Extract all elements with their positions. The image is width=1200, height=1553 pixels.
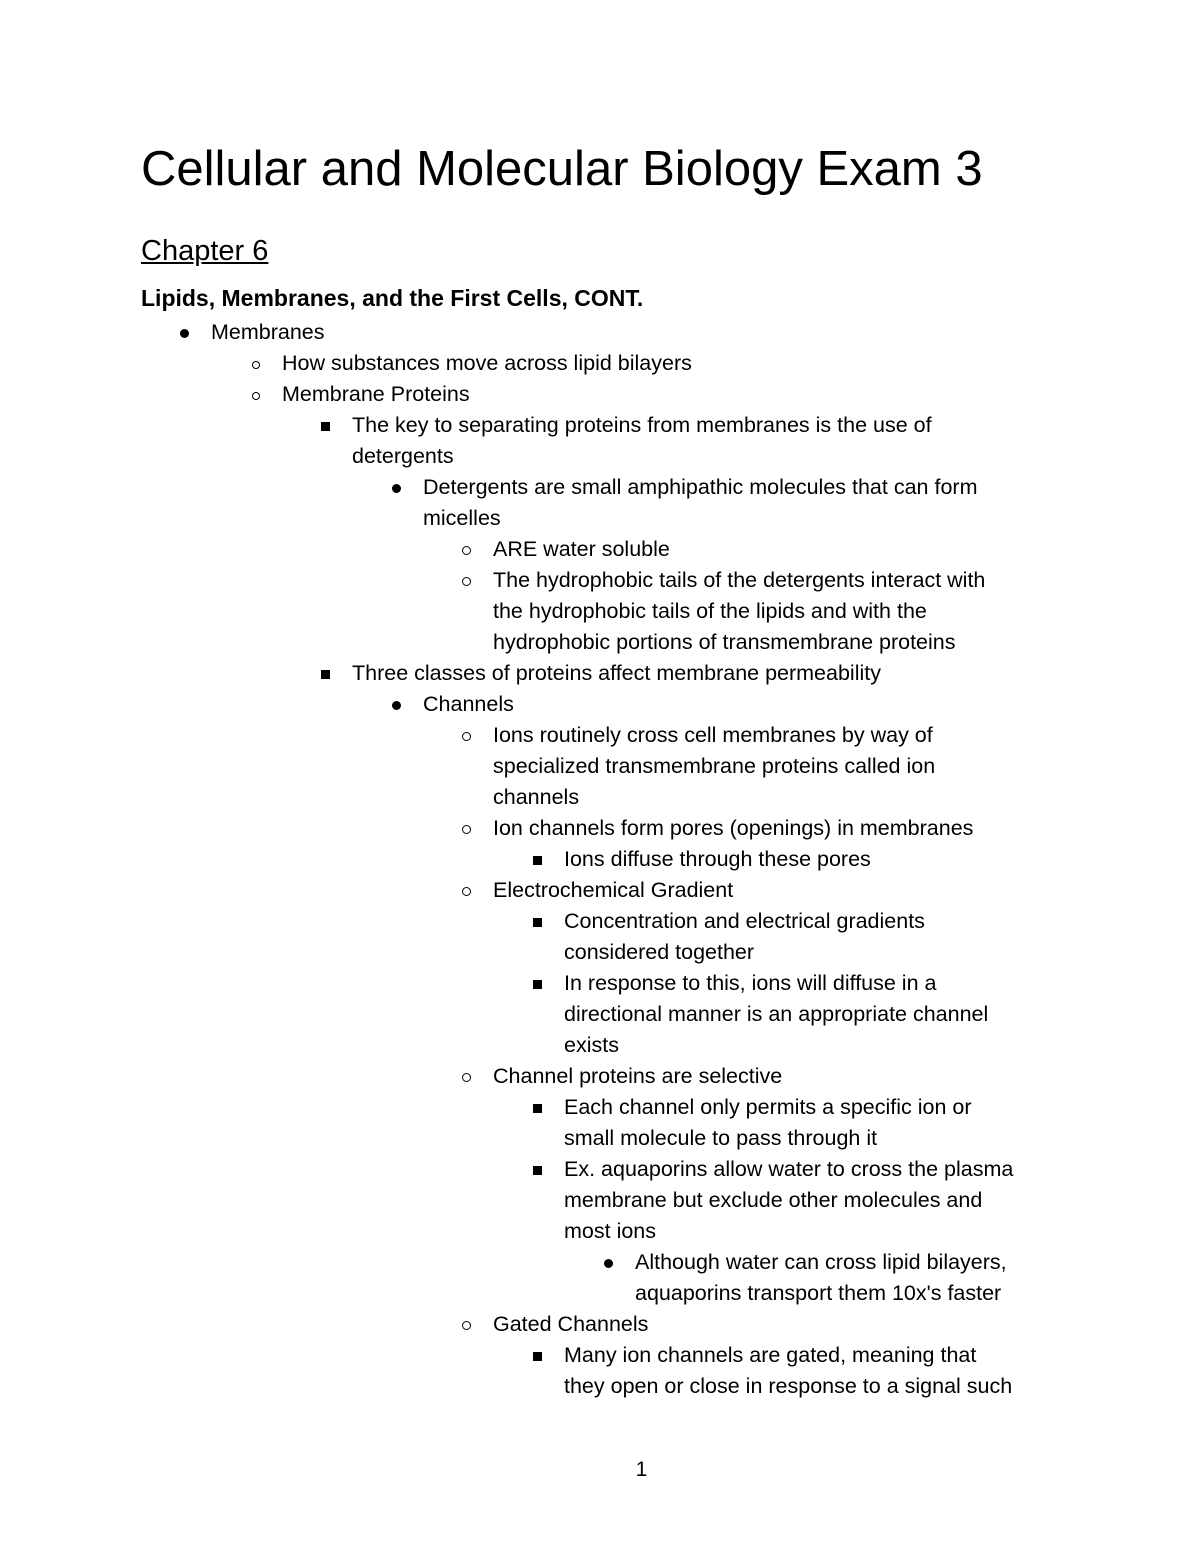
- outline-item: [0, 906, 1200, 937]
- outline-item-text: the hydrophobic tails of the lipids and with the: [493, 599, 927, 623]
- outline-item: [0, 1154, 1200, 1185]
- outline-item-text: Each channel only permits a specific ion or: [564, 1095, 972, 1119]
- circle-bullet-icon: [457, 534, 477, 565]
- outline-item-text: Ions routinely cross cell membranes by way of: [493, 723, 933, 747]
- square-bullet-icon: [528, 1092, 548, 1123]
- outline-item: [0, 875, 1200, 906]
- outline-item-text: micelles: [423, 506, 501, 530]
- square-bullet-icon: [528, 968, 548, 999]
- square-bullet-icon: [528, 844, 548, 875]
- outline-item: [0, 844, 1200, 875]
- outline-item-text: Ions diffuse through these pores: [564, 847, 871, 871]
- circle-bullet-icon: [457, 565, 477, 596]
- outline-item-text: How substances move across lipid bilayers: [282, 351, 692, 375]
- outline-item-continuation: [0, 1371, 1200, 1402]
- outline-item-continuation: [0, 1030, 1200, 1061]
- page-number: 1: [635, 1458, 648, 1481]
- outline-item-text: Electrochemical Gradient: [493, 878, 734, 902]
- disc-bullet-icon: [387, 472, 407, 503]
- outline-item: [0, 968, 1200, 999]
- outline-item: [0, 1061, 1200, 1092]
- disc-bullet-icon: [599, 1247, 619, 1278]
- outline-item-text: they open or close in response to a signal such: [564, 1374, 1013, 1398]
- outline-item-continuation: [0, 937, 1200, 968]
- outline-item-continuation: [0, 1278, 1200, 1309]
- outline-item: [0, 317, 1200, 348]
- outline-item: [0, 1340, 1200, 1371]
- outline-item-continuation: [0, 999, 1200, 1030]
- circle-bullet-icon: [246, 348, 266, 379]
- outline-item-continuation: [0, 503, 1200, 534]
- square-bullet-icon: [316, 410, 336, 441]
- circle-bullet-icon: [457, 1309, 477, 1340]
- outline-item: [0, 534, 1200, 565]
- square-bullet-icon: [528, 1154, 548, 1185]
- outline-item-text: specialized transmembrane proteins called ion: [493, 754, 936, 778]
- outline-item: [0, 1092, 1200, 1123]
- outline-item-continuation: [0, 441, 1200, 472]
- outline-item-text: Channels: [423, 692, 514, 716]
- square-bullet-icon: [528, 906, 548, 937]
- square-bullet-icon: [528, 1340, 548, 1371]
- circle-bullet-icon: [457, 875, 477, 906]
- outline-item-continuation: [0, 1216, 1200, 1247]
- outline-item: [0, 348, 1200, 379]
- outline-item-text: ARE water soluble: [493, 537, 670, 561]
- outline-item-continuation: [0, 1185, 1200, 1216]
- square-bullet-icon: [316, 658, 336, 689]
- outline-item: [0, 1247, 1200, 1278]
- outline-item: [0, 658, 1200, 689]
- outline-item-text: Gated Channels: [493, 1312, 649, 1336]
- circle-bullet-icon: [246, 379, 266, 410]
- outline-item-text: membrane but exclude other molecules and: [564, 1188, 983, 1212]
- outline-item: [0, 813, 1200, 844]
- outline-item-continuation: [0, 1123, 1200, 1154]
- outline-item: [0, 410, 1200, 441]
- outline-item-text: Channel proteins are selective: [493, 1064, 783, 1088]
- outline-item-text: most ions: [564, 1219, 657, 1243]
- outline-item-text: The key to separating proteins from membranes is the use of: [352, 413, 932, 437]
- outline-item: [0, 379, 1200, 410]
- disc-bullet-icon: [387, 689, 407, 720]
- circle-bullet-icon: [457, 1061, 477, 1092]
- outline-item: [0, 472, 1200, 503]
- outline-item-text: exists: [564, 1033, 619, 1057]
- outline-item-text: Membrane Proteins: [282, 382, 470, 406]
- outline-item-continuation: [0, 596, 1200, 627]
- outline-item: [0, 1309, 1200, 1340]
- outline-item: [0, 689, 1200, 720]
- circle-bullet-icon: [457, 813, 477, 844]
- outline-item-text: Three classes of proteins affect membrane permeability: [352, 661, 881, 685]
- outline-item-text: Membranes: [211, 320, 325, 344]
- outline-item-text: The hydrophobic tails of the detergents interact with: [493, 568, 986, 592]
- outline-item-text: Ion channels form pores (openings) in membranes: [493, 816, 974, 840]
- chapter-heading: Chapter 6: [141, 235, 269, 267]
- outline-item-text: detergents: [352, 444, 454, 468]
- outline-item-text: Detergents are small amphipathic molecules that can form: [423, 475, 978, 499]
- document-title: Cellular and Molecular Biology Exam 3: [141, 142, 983, 196]
- circle-bullet-icon: [457, 720, 477, 751]
- outline-item: [0, 565, 1200, 596]
- disc-bullet-icon: [175, 317, 195, 348]
- outline-item: [0, 720, 1200, 751]
- outline-item-text: hydrophobic portions of transmembrane proteins: [493, 630, 956, 654]
- outline-item-text: directional manner is an appropriate channel: [564, 1002, 989, 1026]
- outline-item-text: small molecule to pass through it: [564, 1126, 878, 1150]
- outline-item-text: Many ion channels are gated, meaning that: [564, 1343, 977, 1367]
- outline-item-text: considered together: [564, 940, 755, 964]
- outline-item-text: Concentration and electrical gradients: [564, 909, 925, 933]
- outline-item-text: Ex. aquaporins allow water to cross the plasma: [564, 1157, 1014, 1181]
- section-heading: Lipids, Membranes, and the First Cells, CONT.: [141, 285, 644, 311]
- outline-item-continuation: [0, 627, 1200, 658]
- outline-item-text: In response to this, ions will diffuse in a: [564, 971, 937, 995]
- outline-item-continuation: [0, 782, 1200, 813]
- outline-item-text: aquaporins transport them 10x's faster: [635, 1281, 1002, 1305]
- outline-item-text: channels: [493, 785, 580, 809]
- outline-item-text: Although water can cross lipid bilayers,: [635, 1250, 1007, 1274]
- outline-item-continuation: [0, 751, 1200, 782]
